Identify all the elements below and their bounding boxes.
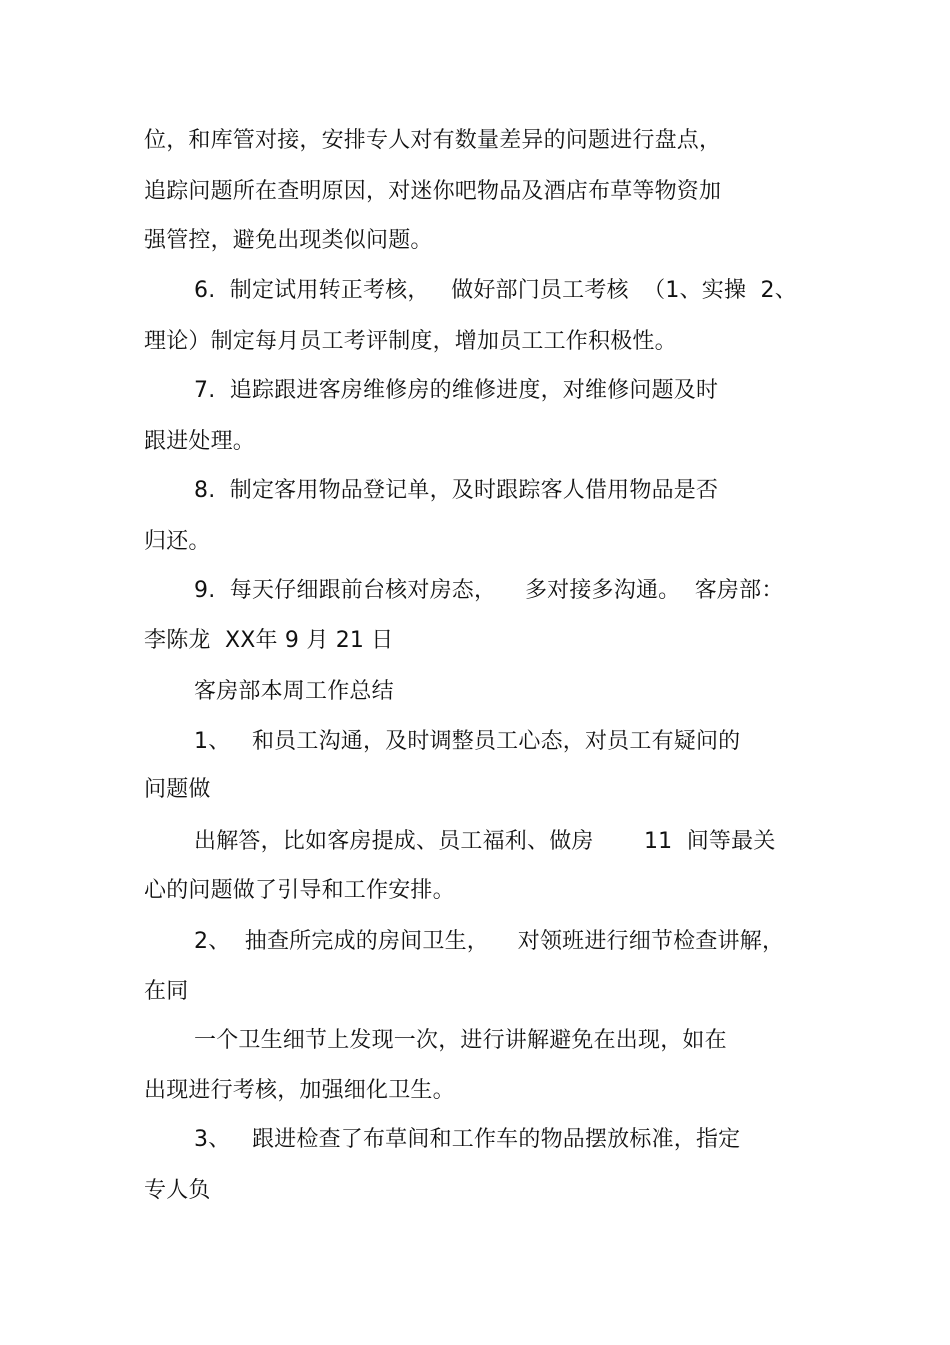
text-line: 问题做 xyxy=(144,777,211,802)
list-item-2: 2、 抽查所完成的房间卫生， 对领班进行细节检查讲解， xyxy=(194,929,785,954)
text-line: 追踪问题所在查明原因，对迷你吧物品及酒店布草等物资加 xyxy=(144,179,722,204)
text-line: 出现进行考核，加强细化卫生。 xyxy=(144,1078,455,1103)
list-item-3: 3、 跟进检查了布草间和工作车的物品摆放标准，指定 xyxy=(194,1127,741,1152)
list-item-9: 9. 每天仔细跟前台核对房态， 多对接多沟通。 客房部： xyxy=(194,578,784,603)
list-item-8: 8. 制定客用物品登记单，及时跟踪客人借用物品是否 xyxy=(194,478,719,503)
text-line: 出解答，比如客房提成、员工福利、做房 11 间等最关 xyxy=(194,829,776,854)
text-line: 心的问题做了引导和工作安排。 xyxy=(144,878,455,903)
signature-date-line: 李陈龙 XX年 9 月 21 日 xyxy=(144,628,394,653)
text-line: 专人负 xyxy=(144,1178,211,1203)
text-line: 强管控，避免出现类似问题。 xyxy=(144,228,433,253)
text-line: 归还。 xyxy=(144,529,211,554)
text-line: 在同 xyxy=(144,979,189,1004)
text-line: 跟进处理。 xyxy=(144,429,256,454)
list-item-7: 7. 追踪跟进客房维修房的维修进度，对维修问题及时 xyxy=(194,378,719,403)
text-line: 理论）制定每月员工考评制度，增加员工工作积极性。 xyxy=(144,329,677,354)
section-heading: 客房部本周工作总结 xyxy=(194,679,394,704)
text-line: 位，和库管对接，安排专人对有数量差异的问题进行盘点， xyxy=(144,128,722,153)
text-line: 一个卫生细节上发现一次，进行讲解避免在出现，如在 xyxy=(194,1028,727,1053)
list-item-1: 1、 和员工沟通，及时调整员工心态，对员工有疑问的 xyxy=(194,729,741,754)
list-item-6: 6. 制定试用转正考核， 做好部门员工考核 （1、实操 2、 xyxy=(194,278,797,303)
